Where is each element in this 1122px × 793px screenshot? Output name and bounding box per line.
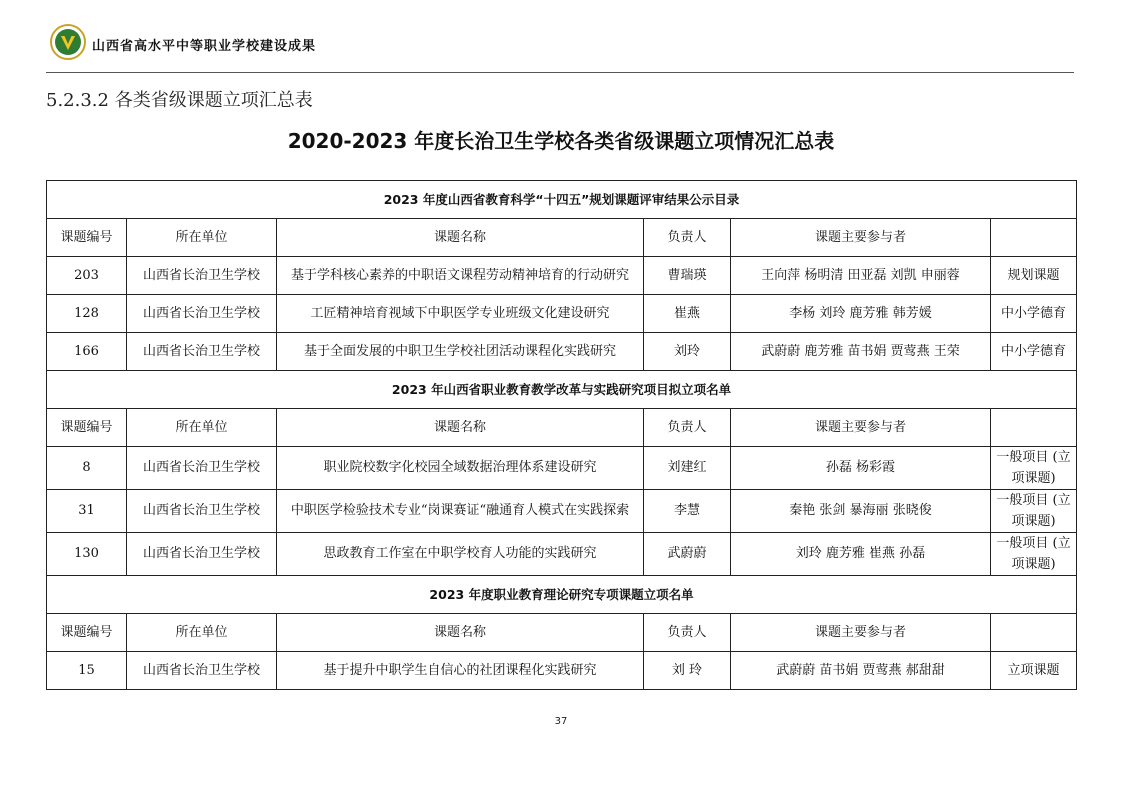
participants-cell: 武蔚蔚 鹿芳雅 苗书娟 贾莺燕 王荣	[731, 333, 991, 371]
column-header-leader: 负责人	[644, 409, 731, 447]
table-row	[47, 447, 1077, 490]
column-header-project-id: 课题编号	[47, 614, 127, 652]
column-header-unit: 所在单位	[127, 219, 277, 257]
leader-cell: 李慧	[644, 490, 731, 533]
project-name-cell: 基于全面发展的中职卫生学校社团活动课程化实践研究	[277, 333, 644, 371]
participants-cell: 刘玲 鹿芳雅 崔燕 孙磊	[731, 533, 991, 576]
section-title: 2023 年度职业教育理论研究专项课题立项名单	[47, 576, 1077, 614]
participants-cell: 孙磊 杨彩霞	[731, 447, 991, 490]
project-name-cell: 基于学科核心素养的中职语文课程劳动精神培育的行动研究	[277, 257, 644, 295]
section-title-row	[47, 371, 1077, 409]
column-header-project-name: 课题名称	[277, 219, 644, 257]
project-id-cell: 203	[47, 257, 127, 295]
project-summary-table	[46, 180, 1077, 690]
participants-cell: 武蔚蔚 苗书娟 贾莺燕 郝甜甜	[731, 652, 991, 690]
project-type-cell: 中小学德育	[991, 333, 1077, 371]
table-row	[47, 490, 1077, 533]
project-type-cell: 规划课题	[991, 257, 1077, 295]
leader-cell: 刘 玲	[644, 652, 731, 690]
section-title: 2023 年度山西省教育科学“十四五”规划课题评审结果公示目录	[47, 181, 1077, 219]
leader-cell: 崔燕	[644, 295, 731, 333]
school-emblem-icon	[50, 24, 86, 60]
project-id-cell: 130	[47, 533, 127, 576]
column-header-row	[47, 409, 1077, 447]
project-type-cell: 中小学德育	[991, 295, 1077, 333]
participants-cell: 李杨 刘玲 鹿芳雅 韩芳媛	[731, 295, 991, 333]
leader-cell: 刘建红	[644, 447, 731, 490]
project-name-cell: 思政教育工作室在中职学校育人功能的实践研究	[277, 533, 644, 576]
project-name-cell: 工匠精神培育视域下中职医学专业班级文化建设研究	[277, 295, 644, 333]
table-row	[47, 257, 1077, 295]
column-header-participants: 课题主要参与者	[731, 614, 991, 652]
participants-cell: 王向萍 杨明清 田亚磊 刘凯 申丽蓉	[731, 257, 991, 295]
leader-cell: 曹瑞瑛	[644, 257, 731, 295]
column-header-leader: 负责人	[644, 614, 731, 652]
table-body	[47, 181, 1077, 690]
column-header-participants: 课题主要参与者	[731, 219, 991, 257]
project-name-cell: 中职医学检验技术专业“岗课赛证“融通育人模式在实践探索	[277, 490, 644, 533]
project-id-cell: 128	[47, 295, 127, 333]
column-header-project-name: 课题名称	[277, 409, 644, 447]
column-header-project-type	[991, 409, 1077, 447]
column-header-participants: 课题主要参与者	[731, 409, 991, 447]
table-row	[47, 333, 1077, 371]
unit-cell: 山西省长治卫生学校	[127, 533, 277, 576]
unit-cell: 山西省长治卫生学校	[127, 295, 277, 333]
project-type-cell: 一般项目 (立项课题)	[991, 533, 1077, 576]
column-header-unit: 所在单位	[127, 409, 277, 447]
unit-cell: 山西省长治卫生学校	[127, 333, 277, 371]
unit-cell: 山西省长治卫生学校	[127, 257, 277, 295]
unit-cell: 山西省长治卫生学校	[127, 447, 277, 490]
column-header-row	[47, 219, 1077, 257]
header-title: 山西省高水平中等职业学校建设成果	[92, 39, 317, 54]
column-header-project-type	[991, 614, 1077, 652]
section-title: 2023 年山西省职业教育教学改革与实践研究项目拟立项名单	[47, 371, 1077, 409]
column-header-unit: 所在单位	[127, 614, 277, 652]
header-divider	[46, 72, 1074, 73]
project-type-cell: 立项课题	[991, 652, 1077, 690]
column-header-project-id: 课题编号	[47, 409, 127, 447]
section-title-row	[47, 181, 1077, 219]
project-id-cell: 8	[47, 447, 127, 490]
unit-cell: 山西省长治卫生学校	[127, 652, 277, 690]
project-name-cell: 基于提升中职学生自信心的社团课程化实践研究	[277, 652, 644, 690]
column-header-row	[47, 614, 1077, 652]
project-type-cell: 一般项目 (立项课题)	[991, 447, 1077, 490]
column-header-project-type	[991, 219, 1077, 257]
page-header	[46, 20, 1076, 70]
section-heading: 5.2.3.2 各类省级课题立项汇总表	[46, 90, 313, 111]
column-header-project-id: 课题编号	[47, 219, 127, 257]
table-row	[47, 533, 1077, 576]
page-number: 37	[554, 716, 568, 727]
project-id-cell: 166	[47, 333, 127, 371]
leader-cell: 武蔚蔚	[644, 533, 731, 576]
leader-cell: 刘玲	[644, 333, 731, 371]
table-row	[47, 295, 1077, 333]
document-title: 2020-2023 年度长治卫生学校各类省级课题立项情况汇总表	[287, 129, 835, 153]
project-id-cell: 15	[47, 652, 127, 690]
column-header-leader: 负责人	[644, 219, 731, 257]
project-id-cell: 31	[47, 490, 127, 533]
unit-cell: 山西省长治卫生学校	[127, 490, 277, 533]
project-name-cell: 职业院校数字化校园全域数据治理体系建设研究	[277, 447, 644, 490]
column-header-project-name: 课题名称	[277, 614, 644, 652]
project-type-cell: 一般项目 (立项课题)	[991, 490, 1077, 533]
participants-cell: 秦艳 张剑 暴海丽 张晓俊	[731, 490, 991, 533]
table-row	[47, 652, 1077, 690]
section-title-row	[47, 576, 1077, 614]
